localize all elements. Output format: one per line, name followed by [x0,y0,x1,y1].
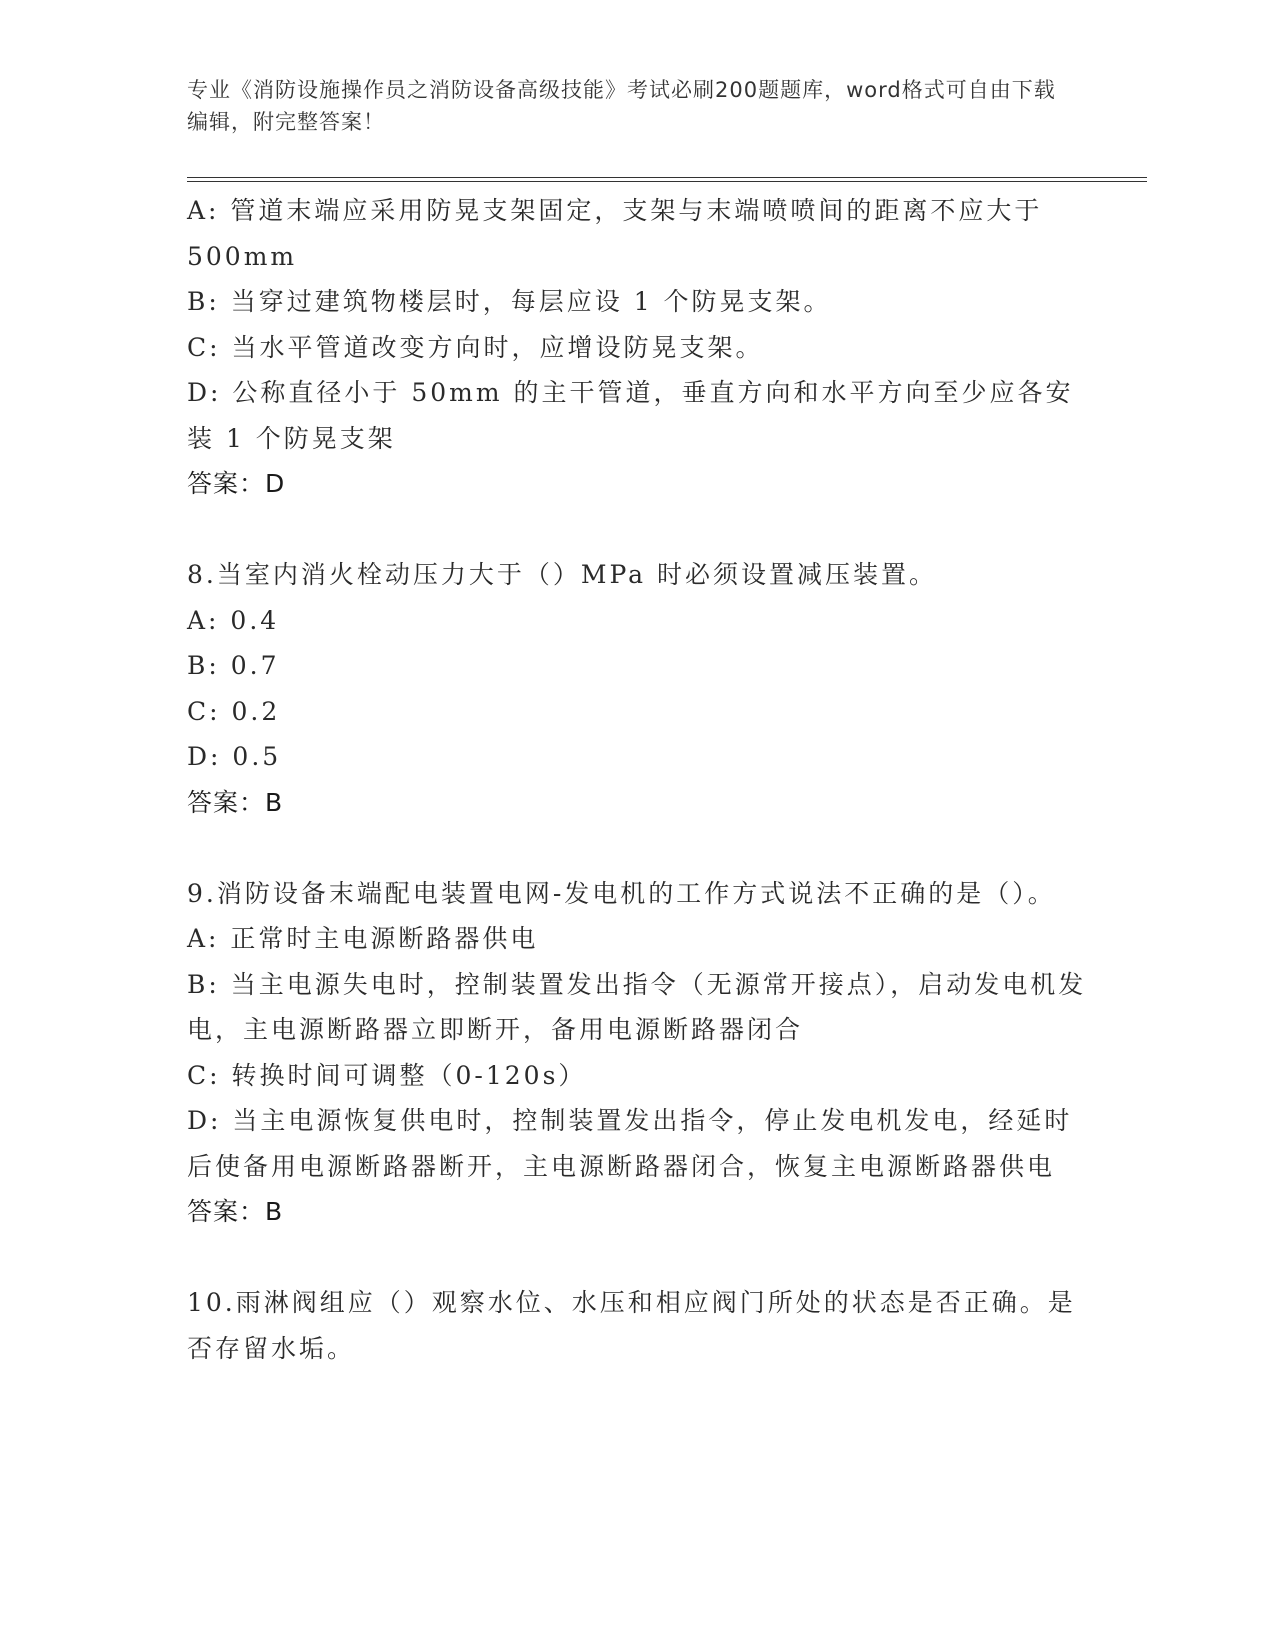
q8-option-a: A: 0.4 [187,605,280,635]
q8-question: 8.当室内消火栓动压力大于（）MPa 时必须设置减压装置。 [187,560,938,589]
q8-option-d: D: 0.5 [187,742,282,771]
q7-option-b: B: 当穿过建筑物楼层时，每层应设 1 个防晃支架。 [187,287,832,316]
q9-option-b: B: 当主电源失电时，控制装置发出指令（无源常开接点），启动发电机发电，主电源断路器立即断开，备用电源断路器闭合 [187,969,1087,1044]
q7-answer: 答案：D [187,469,286,498]
q7-option-d: D: 公称直径小于 50mm 的主干管道，垂直方向和水平方向至少应各安装 1 个防晃支架 [187,378,1074,453]
q9-option-a: A: 正常时主电源断路器供电 [187,924,539,953]
header-rule-bottom [187,181,1147,182]
question-content [187,188,1087,1371]
q8-option-c: C: 0.2 [187,696,281,726]
document-title: 专业《消防设施操作员之消防设备高级技能》考试必刷200题题库，word格式可自由下载编辑，附完整答案！ [187,78,1056,134]
q9-option-c: C: 转换时间可调整（0-120s） [187,1060,587,1090]
q8-answer: 答案：B [187,787,284,817]
q7-option-a: A: 管道末端应采用防晃支架固定，支架与末端喷喷间的距离不应大于500mm [187,196,1043,271]
header-rule-top [187,177,1147,178]
q9-answer: 答案：B [187,1197,284,1226]
spacer [187,1235,1087,1281]
q8-option-b: B: 0.7 [187,651,280,680]
q9-question: 9.消防设备末端配电装置电网-发电机的工作方式说法不正确的是（）。 [187,878,1056,908]
document-header [187,74,1067,138]
spacer [187,507,1087,553]
spacer [187,825,1087,871]
q7-option-c: C: 当水平管道改变方向时，应增设防晃支架。 [187,332,764,362]
q9-option-d: D: 当主电源恢复供电时，控制装置发出指令，停止发电机发电，经延时后使备用电源断路器断开，主电源断路器闭合，恢复主电源断路器供电 [187,1106,1073,1181]
q10-question: 10.雨淋阀组应（）观察水位、水压和相应阀门所处的状态是否正确。是否存留水垢。 [187,1288,1076,1363]
